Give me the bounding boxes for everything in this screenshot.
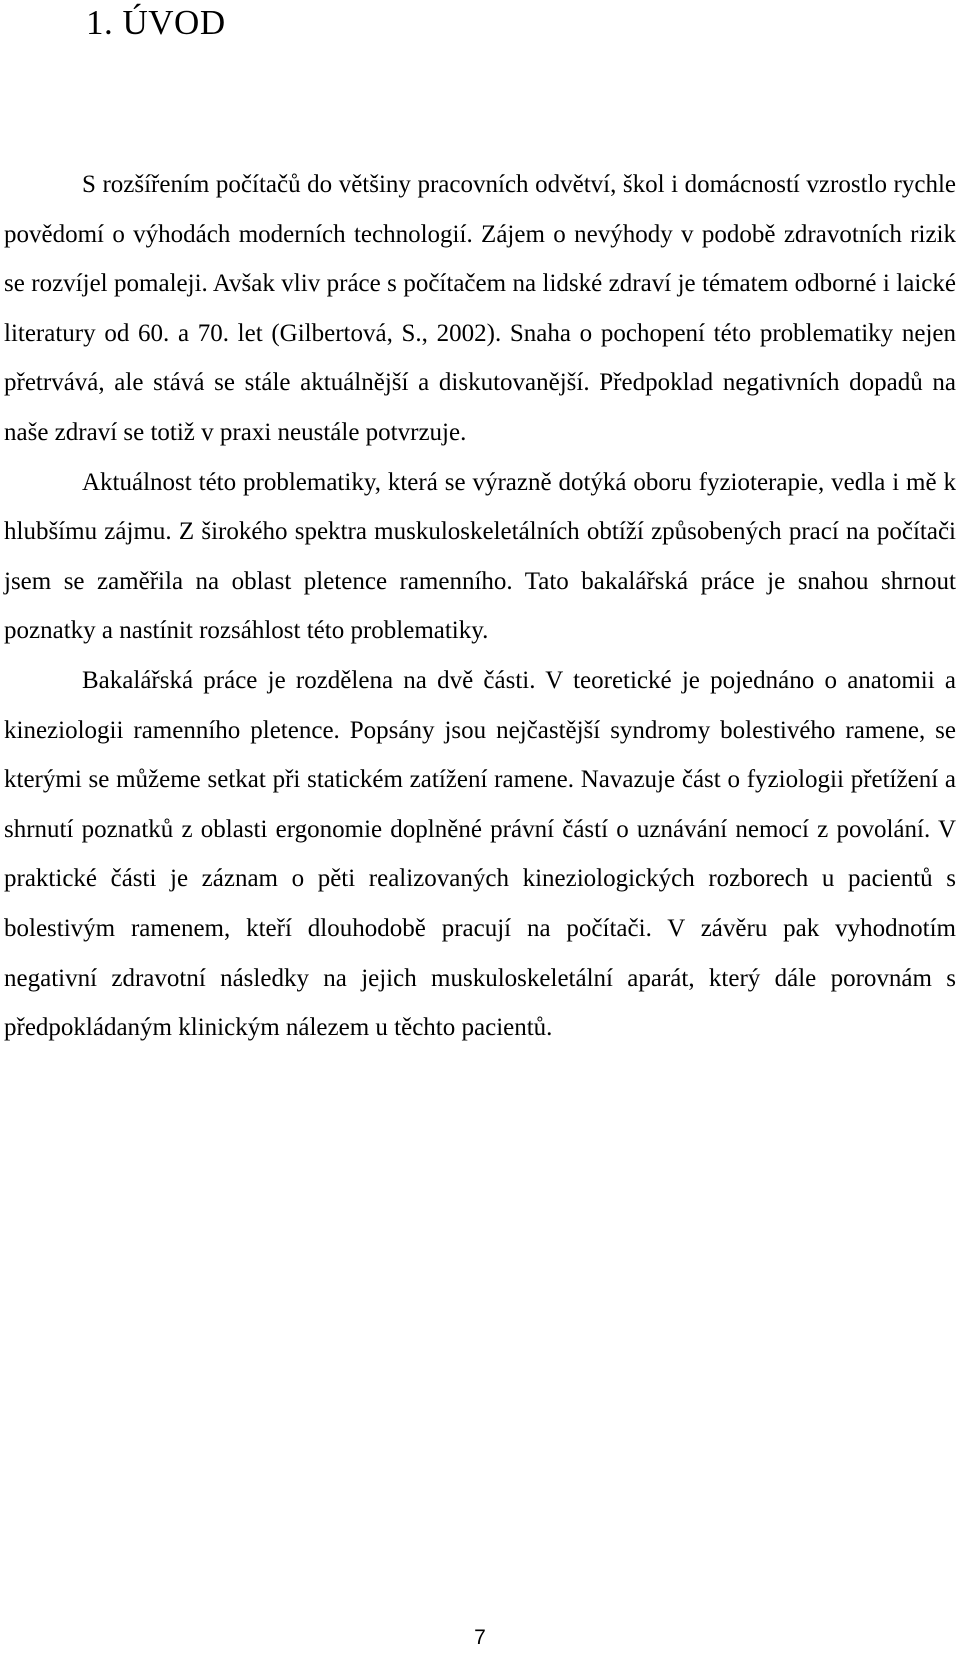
- body-text: [4, 160, 956, 1053]
- paragraph-structure: Bakalářská práce je rozdělena na dvě části. V teoretické je pojednáno o anatomii a kineziologii ramenního pletence. Popsány jsou nejčastější syndromy bolestivého ramene, se kterými se můžeme setkat při statickém zatížení ramene. Navazuje část o fyziologii přetížení a shrnutí poznatků z oblasti ergonomie doplněné právní částí o uznávání nemocí z povolání. V praktické části je záznam o pěti realizovaných kineziologických rozborech u pacientů s bolestivým ramenem, kteří dlouhodobě pracují na počítači. V závěru pak vyhodnotím negativní zdravotní následky na jejich muskuloskeletální aparát, který dále porovnám s předpokládaným klinickým nálezem u těchto pacientů.: [4, 666, 956, 1042]
- chapter-heading: 1. ÚVOD: [86, 3, 226, 42]
- paragraph-motivation: Aktuálnost této problematiky, která se výrazně dotýká oboru fyzioterapie, vedla i mě k hlubšímu zájmu. Z širokého spektra muskuloskeletálních obtíží způsobených prací na počítači jsem se zaměřila na oblast pletence ramenního. Tato bakalářská práce je snahou shrnout poznatky a nastínit rozsáhlost této problematiky.: [4, 468, 956, 645]
- page-number: 7: [474, 1626, 486, 1649]
- paragraph-introduction: S rozšířením počítačů do většiny pracovních odvětví, škol i domácností vzrostlo rychle povědomí o výhodách moderních technologií. Zájem o nevýhody v podobě zdravotních rizik se rozvíjel pomaleji. Avšak vliv práce s počítačem na lidské zdraví je tématem odborné i laické literatury od 60. a 70. let (Gilbertová, S., 2002). Snaha o pochopení této problematiky nejen přetrvává, ale stává se stále aktuálnější a diskutovanější. Předpoklad negativních dopadů na naše zdraví se totiž v praxi neustále potvrzuje.: [4, 171, 956, 446]
